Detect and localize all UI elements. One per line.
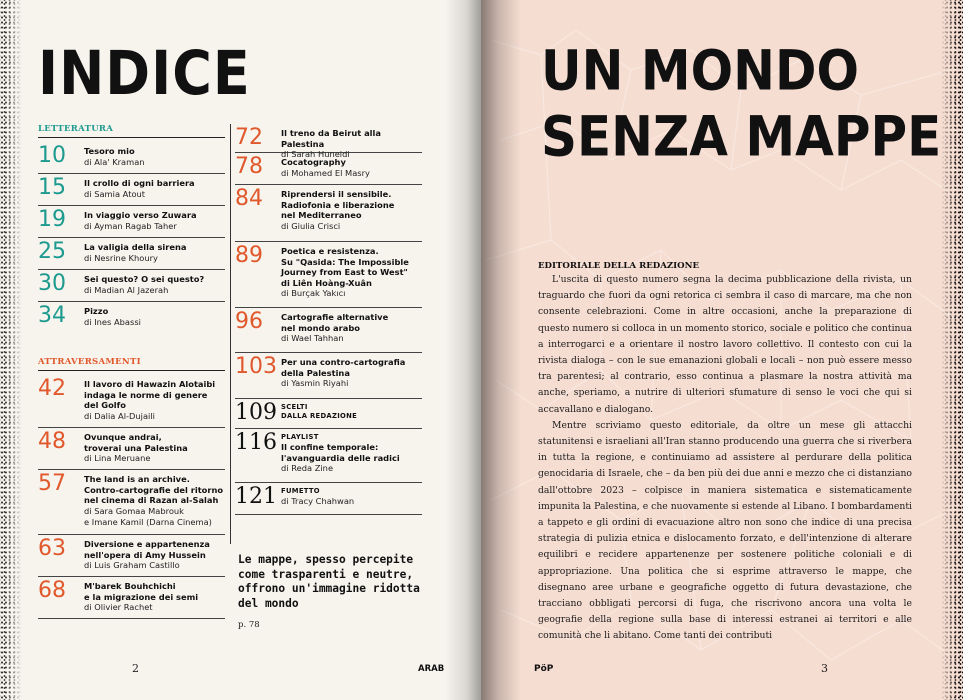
toc-special-entry[interactable] <box>235 483 422 515</box>
toc-entry-title: Riprendersi il sensibile. Radiofonia e liberazione nel Mediterraneo <box>281 189 395 220</box>
toc-entry-title: Pizzo <box>84 306 109 316</box>
toc-entry[interactable] <box>235 124 422 159</box>
toc-entry-title: La valigia della sirena <box>84 242 187 252</box>
toc-page-number: 89 <box>235 243 263 268</box>
toc-entry-title: Diversione e appartenenza nell'opera di Amy Hussein <box>84 539 210 560</box>
toc-entry[interactable] <box>38 238 225 270</box>
column-divider <box>230 124 231 544</box>
toc-entry-author: di Luis Graham Castillo <box>84 560 180 570</box>
toc-entry[interactable] <box>38 174 225 206</box>
running-mark-arab: ARAB <box>418 664 445 674</box>
toc-entry-author: di Ala' Kraman <box>84 156 145 167</box>
toc-page-number: 68 <box>38 578 66 603</box>
toc-entry[interactable] <box>38 375 225 428</box>
toc-entry-author: di Yasmin Riyahi <box>281 378 349 388</box>
toc-entry-author: di Olivier Rachet <box>84 602 153 612</box>
toc-entry[interactable] <box>235 153 422 185</box>
toc-entry[interactable] <box>38 470 225 535</box>
toc-page-number: 103 <box>235 354 277 379</box>
toc-page-number: 15 <box>38 175 66 200</box>
toc-page-number: 10 <box>38 143 66 168</box>
toc-entry-author: di Sarah Huneidi <box>281 149 350 159</box>
editorial-body <box>538 272 912 645</box>
toc-entry-title: Cocatography <box>281 157 346 167</box>
toc-page-number: 121 <box>235 484 277 509</box>
section-label-attraversamenti: ATTRAVERSAMENTI <box>38 357 225 371</box>
toc-page-number: 48 <box>38 429 66 454</box>
toc-entry-title: Il lavoro di Hawazin Alotaibi indaga le norme di genere del Golfo <box>84 379 216 410</box>
editorial-kicker: EDITORIALE DELLA REDAZIONE <box>538 261 700 271</box>
right-page <box>481 0 963 700</box>
pull-quote: Le mappe, spesso percepite come trasparenti e neutre, offrono un'immagine ridotta del mondo <box>238 553 420 610</box>
toc-entry[interactable] <box>38 428 225 470</box>
toc-entry[interactable] <box>38 302 225 334</box>
toc-entry[interactable] <box>38 270 225 302</box>
toc-entry-tag: PLAYLIST <box>281 433 319 441</box>
toc-entry-title: Il treno da Beirut alla Palestina <box>281 128 381 149</box>
toc-entry-author: di Burçak Yakıcı <box>281 288 346 298</box>
toc-entry-title: Poetica e resistenza. Su "Qasida: The Impossible Journey from East to West" di Liên Hoàng-Xuân <box>281 246 409 288</box>
toc-entry-author: di Giulia Crisci <box>281 220 341 231</box>
editorial-paragraph: L'uscita di questo numero segna la decima pubblicazione della rivista, un traguardo che fuori da ogni retorica ci sembra il caso di marcare, ma che non consente celebrazioni. Come in altre occasioni, anche la preparazione di questo numero si colloca in un momento storico, sociale e politico che continua a interrogarci e a orientare il nostro lavoro collettivo. Il contesto con cui la rivista dialoga – con le sue emanazioni globali e locali – non può essere messo tra parentesi; al contrario, esso continua a plasmare la nostra attività ma anche, speriamo, a nutrire di ulteriori sfumature di senso le voci che qui si accavallano e dialogano. <box>538 274 912 415</box>
editorial-title-line-2: SENZA MAPPE <box>541 105 942 169</box>
toc-entry-title: Tesoro mio <box>84 146 135 156</box>
toc-page-number: 116 <box>235 430 277 455</box>
toc-page-number: 25 <box>38 239 66 264</box>
toc-entry-tag: SCELTI DALLA REDAZIONE <box>281 403 358 420</box>
toc-entry-author: di Mohamed El Masry <box>281 167 370 178</box>
toc-entry-title: M'barek Bouhchichi e la migrazione dei semi <box>84 581 199 602</box>
toc-entry[interactable] <box>235 185 422 242</box>
page-number-right: 3 <box>821 662 828 675</box>
toc-special-entry[interactable] <box>235 429 422 483</box>
toc-entry[interactable] <box>38 206 225 238</box>
page-title: INDICE <box>38 38 251 109</box>
pull-quote-page-ref: p. 78 <box>238 620 260 630</box>
toc-special-entry[interactable] <box>235 399 422 429</box>
toc-entry-author: di Tracy Chahwan <box>281 496 355 506</box>
editorial-paragraph: Mentre scriviamo questo editoriale, da oltre un mese gli attacchi statunitensi e israeliani all'Iran stanno producendo una guerra che si riverbera in tutta la regione, e continuiamo ad assistere al perdurare della politica genocidaria di Israele, che – da ben più dei due anni e mezzo che ci distanziano dall'ottobre 2023 – colpisce in maniera sistematica e sistematicamente impunita la Palestina, e che nuovamente si estende al Libano. I bombardamenti a tappeto e gli ordini di evacuazione altro non sono che indice di una precisa strategia di pulizia etnica e dislocamento forzato, e dell'intenzione di alterare equilibri e recidere appartenenze per sostenere politiche coloniali e di appropriazione. Una politica che si esprime attraverso le mappe, che disegnano aree urbane e geografiche oggetto di futura devastazione, che tracciano obbligati percorsi di fuga, che riscrivono ancora una volta le geografie della regione sulla base di interessi estranei ai territori e alle comunità che li abitano. Come tanti dei contributi <box>538 419 912 642</box>
toc-entry-title: Il confine temporale: l'avanguardia delle radici <box>281 442 400 463</box>
editorial-title-line-1: UN MONDO <box>541 39 859 103</box>
toc-entry[interactable] <box>38 577 225 619</box>
toc-page-number: 34 <box>38 303 66 328</box>
toc-entry-author: di Nesrine Khoury <box>84 252 158 263</box>
toc-entry-author: di Sara Gomaa Mabrouk e Imane Kamil (Darna Cinema) <box>84 505 212 527</box>
toc-entry[interactable] <box>235 308 422 353</box>
toc-page-number: 84 <box>235 186 263 211</box>
toc-entry[interactable] <box>235 242 422 308</box>
toc-entry-title: Cartografie alternative nel mondo arabo <box>281 312 389 333</box>
toc-entry-title: The land is an archive. Contro-cartografie del ritorno nel cinema di Razan al-Salah <box>84 474 224 505</box>
toc-entry-title: Per una contro-cartografia della Palestina <box>281 357 406 378</box>
toc-section-attraversamenti <box>38 375 225 619</box>
toc-entry-author: di Ayman Ragab Taher <box>84 220 177 231</box>
toc-page-number: 42 <box>38 376 66 401</box>
toc-entry-author: di Ines Abassi <box>84 316 141 327</box>
editorial-title <box>541 38 941 170</box>
toc-entry-title: Ovunque andrai, troverai una Palestina <box>84 432 188 453</box>
toc-entry-tag: FUMETTO <box>281 487 320 495</box>
toc-section-letteratura <box>38 142 225 334</box>
toc-page-number: 30 <box>38 271 66 296</box>
toc-entry-author: di Wael Tahhan <box>281 333 344 343</box>
toc-page-number: 63 <box>38 536 66 561</box>
toc-page-number: 57 <box>38 471 66 496</box>
toc-entry-title: Sei questo? O sei questo? <box>84 274 205 284</box>
toc-right-column <box>235 124 422 515</box>
toc-page-number: 96 <box>235 309 263 334</box>
toc-entry[interactable] <box>235 353 422 399</box>
toc-page-number: 78 <box>235 154 263 179</box>
toc-entry-author: di Reda Zine <box>281 463 334 473</box>
toc-entry-author: di Lina Meruane <box>84 453 151 463</box>
toc-entry-title: Il crollo di ogni barriera <box>84 178 195 188</box>
toc-entry-author: di Madian Al Jazerah <box>84 284 169 295</box>
toc-page-number: 72 <box>235 125 263 150</box>
toc-entry-author: di Dalia Al-Dujaili <box>84 410 155 421</box>
toc-page-number: 19 <box>38 207 66 232</box>
section-label-letteratura: LETTERATURA <box>38 124 225 138</box>
page-number-left: 2 <box>132 662 139 675</box>
toc-entry-author: di Samia Atout <box>84 188 146 199</box>
toc-entry-title: In viaggio verso Zuwara <box>84 210 197 220</box>
toc-page-number: 109 <box>235 400 277 425</box>
left-page <box>0 0 481 700</box>
toc-entry[interactable] <box>38 535 225 577</box>
running-mark-pop: PöP <box>534 664 554 674</box>
toc-entry[interactable] <box>38 142 225 174</box>
toc-left-column <box>38 124 225 619</box>
